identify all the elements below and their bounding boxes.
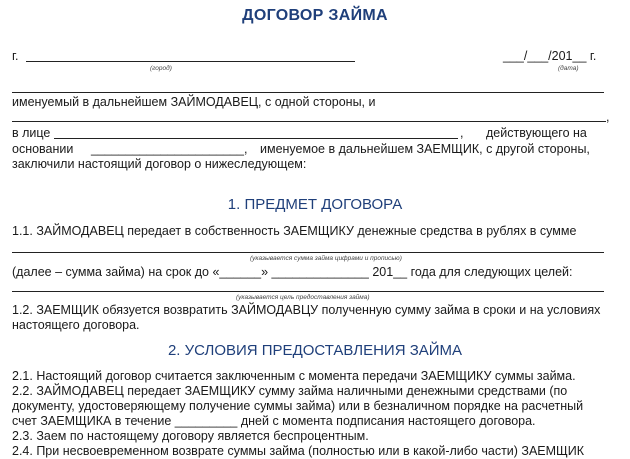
borrower-text: именуемое в дальнейшем ЗАЕМЩИК, с другой стороны, [260,142,590,156]
section-1-heading: 1. ПРЕДМЕТ ДОГОВОРА [227,196,403,213]
basis-word: основании [12,142,74,156]
clause-2-4: 2.4. При несвоевременном возврате суммы займа (полностью или в какой-либо части) ЗАЕМЩИК [12,444,585,458]
person-prefix: в лице [12,126,51,140]
acting-text [486,126,608,141]
city-blank-line [26,61,355,62]
clause-2-1: 2.1. Настоящий договор считается заключенным с момента передачи ЗАЕМЩИКУ суммы займа. [12,369,576,383]
clause-1-2-b: настоящего договора. [12,318,140,332]
representative-line [54,138,458,139]
clause-2-2-b: документу, удостоверяющему получение суммы займа) или в безналичном порядке на расчетный [12,399,584,413]
clause-2-2-a: 2.2. ЗАЙМОДАВЕЦ передает ЗАЕМЩИКУ сумму займа наличными денежными средствами (по [12,384,568,398]
document-title: ДОГОВОР ЗАЙМА [242,7,388,24]
party-line-comma: , [606,110,610,124]
lender-line-text: именуемый в дальнейшем ЗАЙМОДАВЕЦ, с одной стороны, и [12,95,376,109]
lender-name-line [12,92,604,93]
party-line [12,121,606,122]
amount-line [12,252,604,253]
clause-2-3: 2.3. Заем по настоящему договору является беспроцентным. [12,429,369,443]
purpose-line [12,291,604,292]
borrower-blank: ______________________, [91,142,248,156]
date-caption: (дата) [558,65,579,72]
city-prefix: г. [12,49,19,63]
clause-1-2-a: 1.2. ЗАЕМЩИК обязуется возвратить ЗАЙМОДАВЦУ полученную сумму займа в сроки и на условиях [12,303,601,317]
acting-label: действующего на [486,126,587,140]
term-line: (далее – сумма займа) на срок до «______» ______________ 201__ года для следующих целей: [12,265,573,279]
purpose-caption: (указывается цель предоставления займа) [236,294,370,301]
clause-2-2-c: счет ЗАЕМЩИКА в течение _________ дней с момента подписания настоящего договора. [12,414,536,428]
borrower-text-wrap [260,142,608,157]
section-2-heading: 2. УСЛОВИЯ ПРЕДОСТАВЛЕНИЯ ЗАЙМА [167,342,463,359]
concluded-text: заключили настоящий договор о нижеследующем: [12,157,307,171]
comma-after-rep: , [460,126,464,140]
amount-caption: (указывается сумма займа цифрами и прописью) [250,255,402,262]
date-field: ___/___/201__ г. [503,49,597,63]
clause-1-1: 1.1. ЗАЙМОДАВЕЦ передает в собственность ЗАЕМЩИКУ денежные средства в рублях в сумме [12,224,577,238]
city-caption: (город) [150,65,172,72]
